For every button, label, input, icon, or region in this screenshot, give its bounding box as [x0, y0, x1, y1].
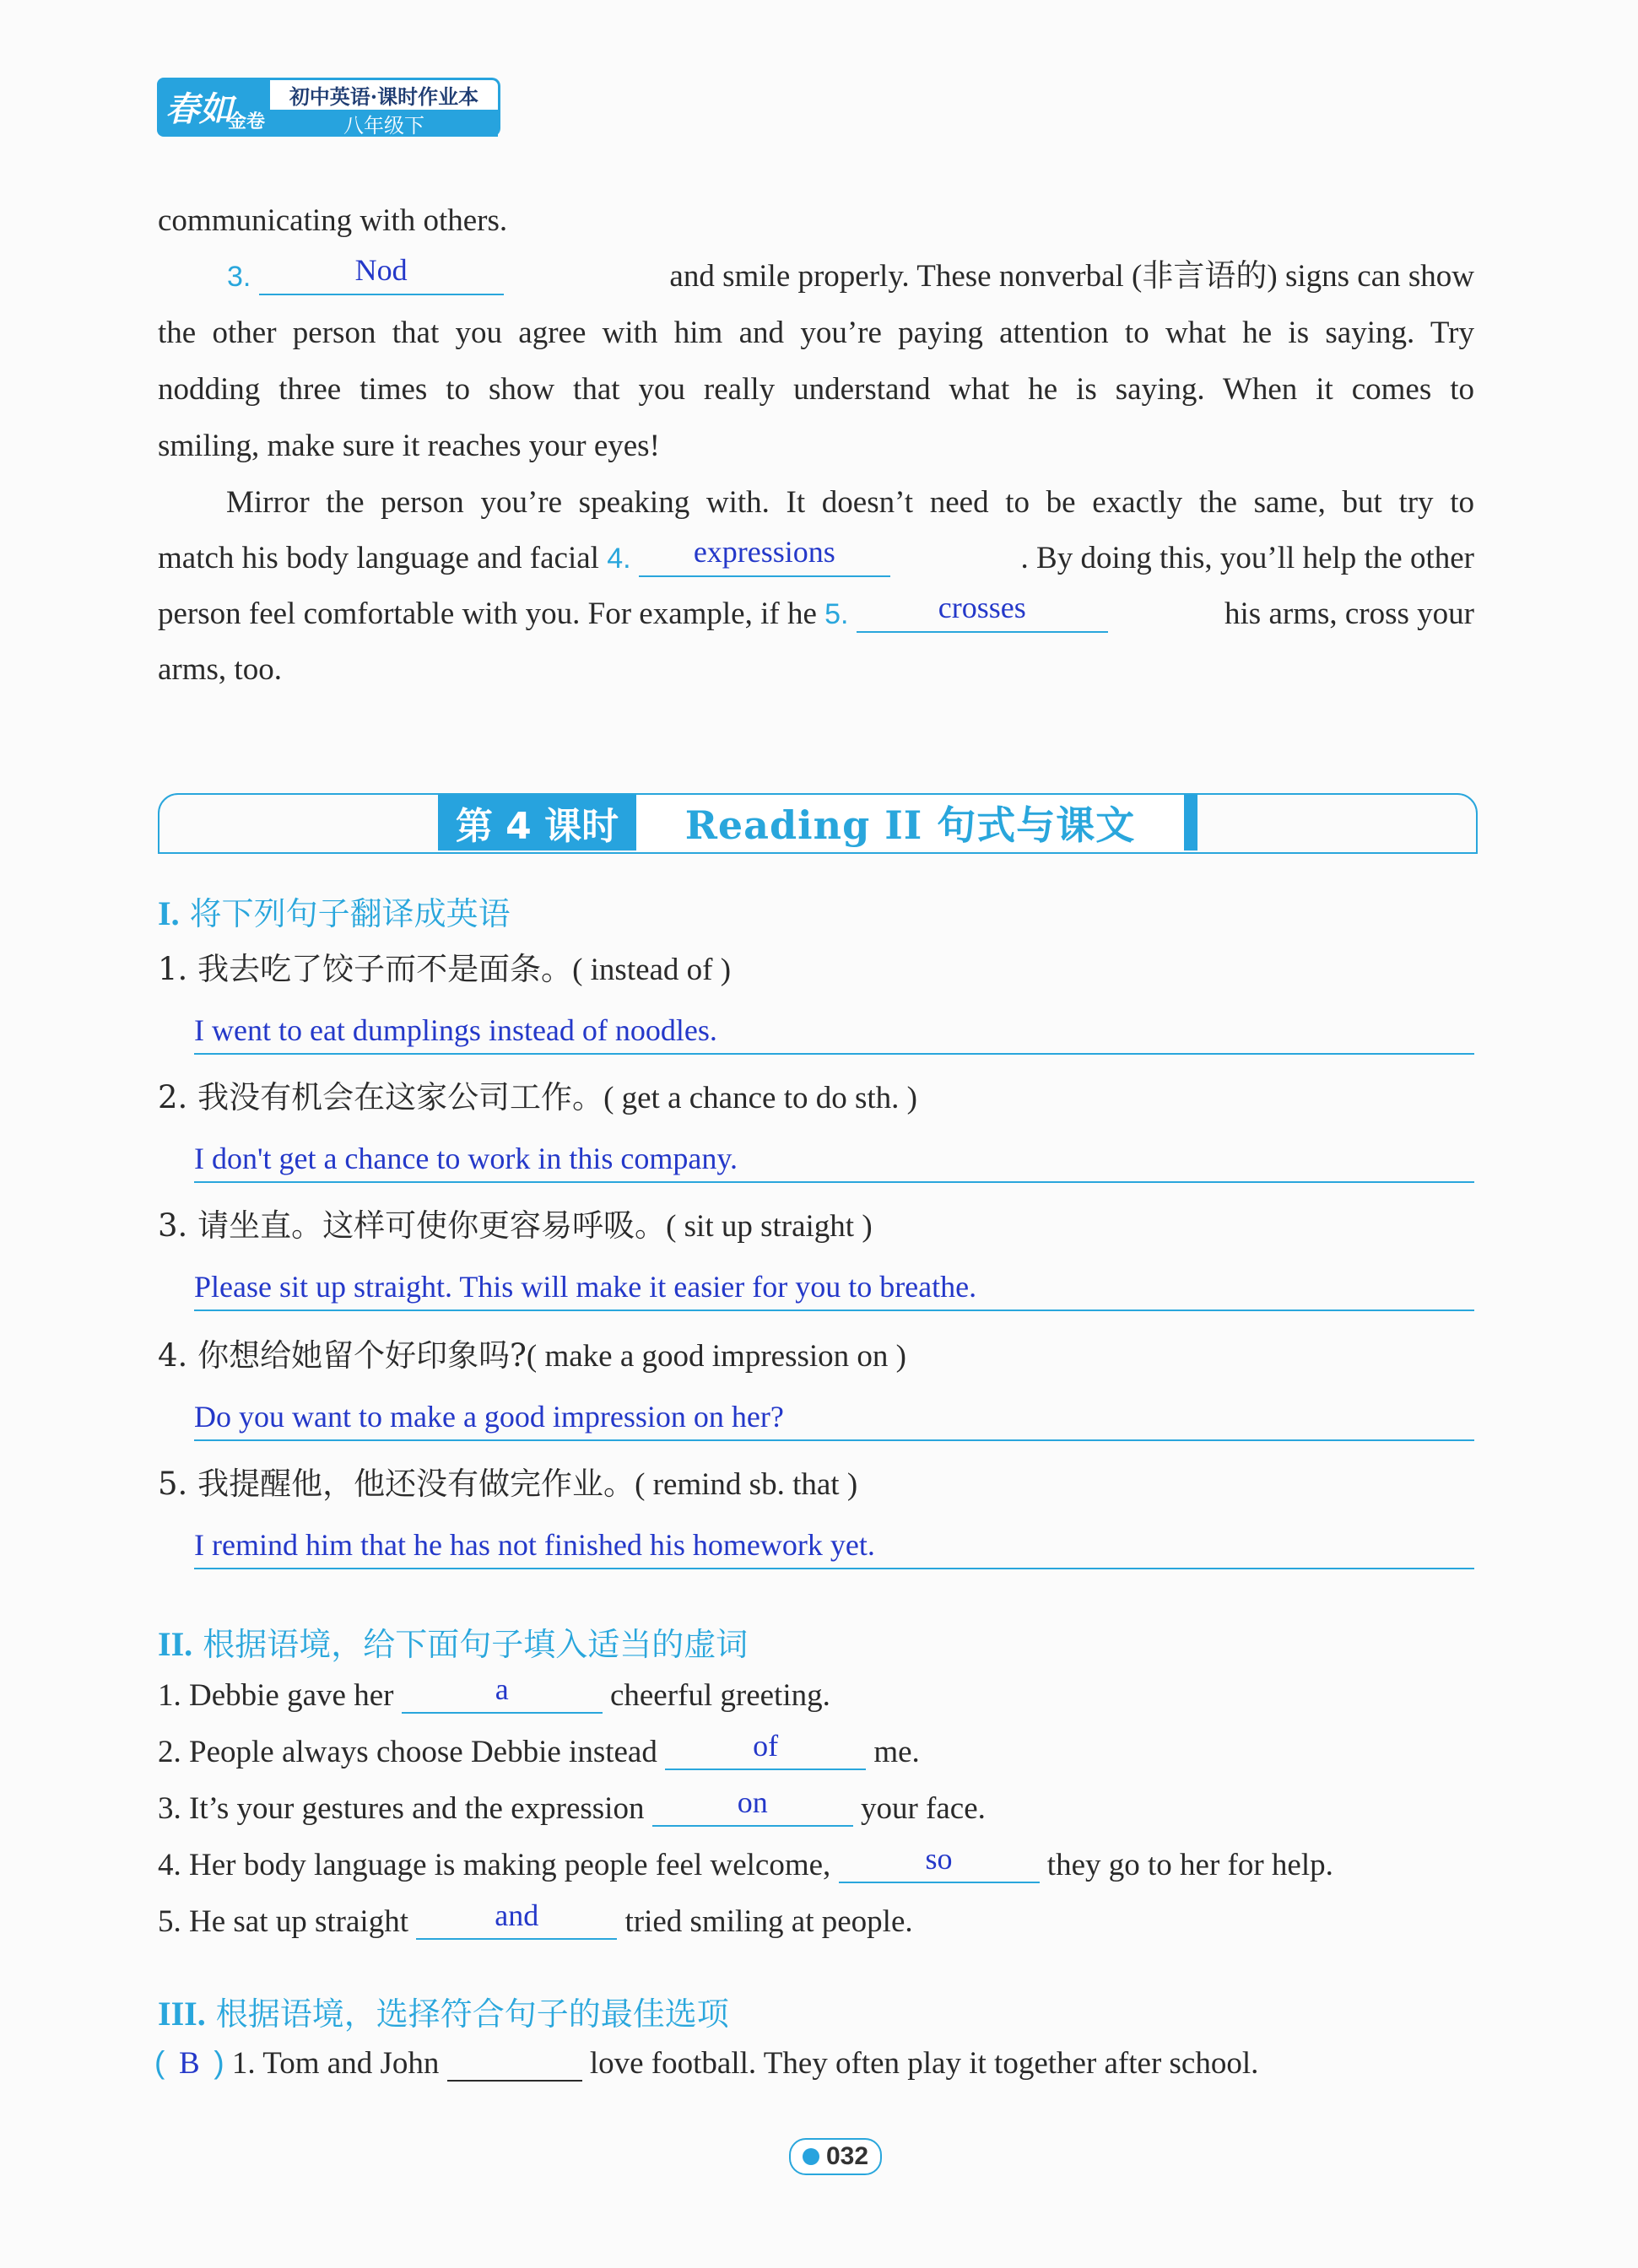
translate-answer-2[interactable]: I don't get a chance to work in this company.: [194, 1137, 1474, 1183]
translate-answer-3[interactable]: Please sit up straight. This will make it easier for you to breathe.: [194, 1266, 1474, 1311]
book-title-box: [270, 78, 500, 137]
translate-question-4: 4. 你想给她留个好印象吗?( make a good impression on ): [158, 1337, 906, 1374]
translate-question-1: 1. 我去吃了饺子而不是面条。( instead of ): [158, 951, 732, 987]
passage-line-7: match his body language and facial 4. expressions . By doing this, you’ll help the other: [158, 535, 1474, 575]
blank-3[interactable]: Nod: [259, 260, 504, 295]
section-1-title: I. 将下列句子翻译成英语: [158, 894, 511, 932]
blank-5[interactable]: crosses: [857, 597, 1108, 633]
fill-blank-4[interactable]: so: [839, 1848, 1040, 1883]
fill-blank-2[interactable]: of: [665, 1735, 866, 1770]
fill-item-2: 2. People always choose Debbie instead of me.: [158, 1729, 920, 1769]
page-number: 032: [789, 2138, 882, 2175]
choice-answer-1[interactable]: B: [178, 2046, 200, 2081]
grade-label: 八年级下: [270, 110, 498, 137]
translate-question-2: 2. 我没有机会在这家公司工作。( get a chance to do sth. ): [158, 1079, 917, 1115]
lesson-number: 第 4 课时: [438, 795, 636, 850]
book-header: [157, 78, 500, 137]
fill-item-1: 1. Debbie gave her a cheerful greeting.: [158, 1672, 830, 1713]
page-dot-icon: [803, 2148, 819, 2165]
section-2-title: II. 根据语境，给下面句子填入适当的虚词: [158, 1625, 749, 1663]
passage-line-4: nodding three times to show that you really understand what he is saying. When it comes to: [158, 372, 1474, 407]
fill-item-3: 3. It’s your gestures and the expression on your face.: [158, 1785, 986, 1826]
passage-line-5: smiling, make sure it reaches your eyes!: [158, 429, 660, 463]
blank-4[interactable]: expressions: [639, 542, 890, 577]
translate-question-5: 5. 我提醒他，他还没有做完作业。( remind sb. that ): [158, 1466, 858, 1502]
fill-blank-3[interactable]: on: [652, 1791, 853, 1827]
choice-blank-1: [447, 2046, 582, 2082]
fill-blank-1[interactable]: a: [402, 1678, 603, 1714]
translate-answer-4[interactable]: Do you want to make a good impression on her?: [194, 1396, 1474, 1441]
section-3-title: III. 根据语境，选择符合句子的最佳选项: [158, 1995, 729, 2033]
passage-line-3: the other person that you agree with him and you’re paying attention to what he is saying. Try: [158, 316, 1474, 350]
passage-line-1: communicating with others.: [158, 203, 508, 238]
passage-line-6: Mirror the person you’re speaking with. It doesn’t need to be exactly the same, but try to: [226, 485, 1474, 520]
passage-line-9: arms, too.: [158, 652, 282, 687]
translate-answer-5[interactable]: I remind him that he has not finished his homework yet.: [194, 1524, 1474, 1569]
translate-answer-1[interactable]: I went to eat dumplings instead of noodles.: [194, 1009, 1474, 1055]
book-title: 初中英语·课时作业本: [289, 84, 479, 109]
choice-item-1: ( B ) 1. Tom and John love football. They often play it together after school.: [154, 2045, 1259, 2081]
passage-line-2: 3. Nod and smile properly. These nonverbal (非言语的) signs can show: [227, 253, 1474, 294]
fill-blank-5[interactable]: and: [416, 1904, 617, 1940]
translate-question-3: 3. 请坐直。这样可使你更容易呼吸。( sit up straight ): [158, 1207, 873, 1244]
lesson-title: Reading II 句式与课文: [636, 795, 1184, 850]
brand-logo: 春如 金卷: [157, 78, 270, 137]
passage-line-8: person feel comfortable with you. For example, if he 5. crosses his arms, cross your: [158, 591, 1474, 631]
fill-item-4: 4. Her body language is making people feel welcome, so they go to her for help.: [158, 1842, 1333, 1882]
lesson-banner: [158, 793, 1478, 854]
fill-item-5: 5. He sat up straight and tried smiling at people.: [158, 1898, 913, 1939]
